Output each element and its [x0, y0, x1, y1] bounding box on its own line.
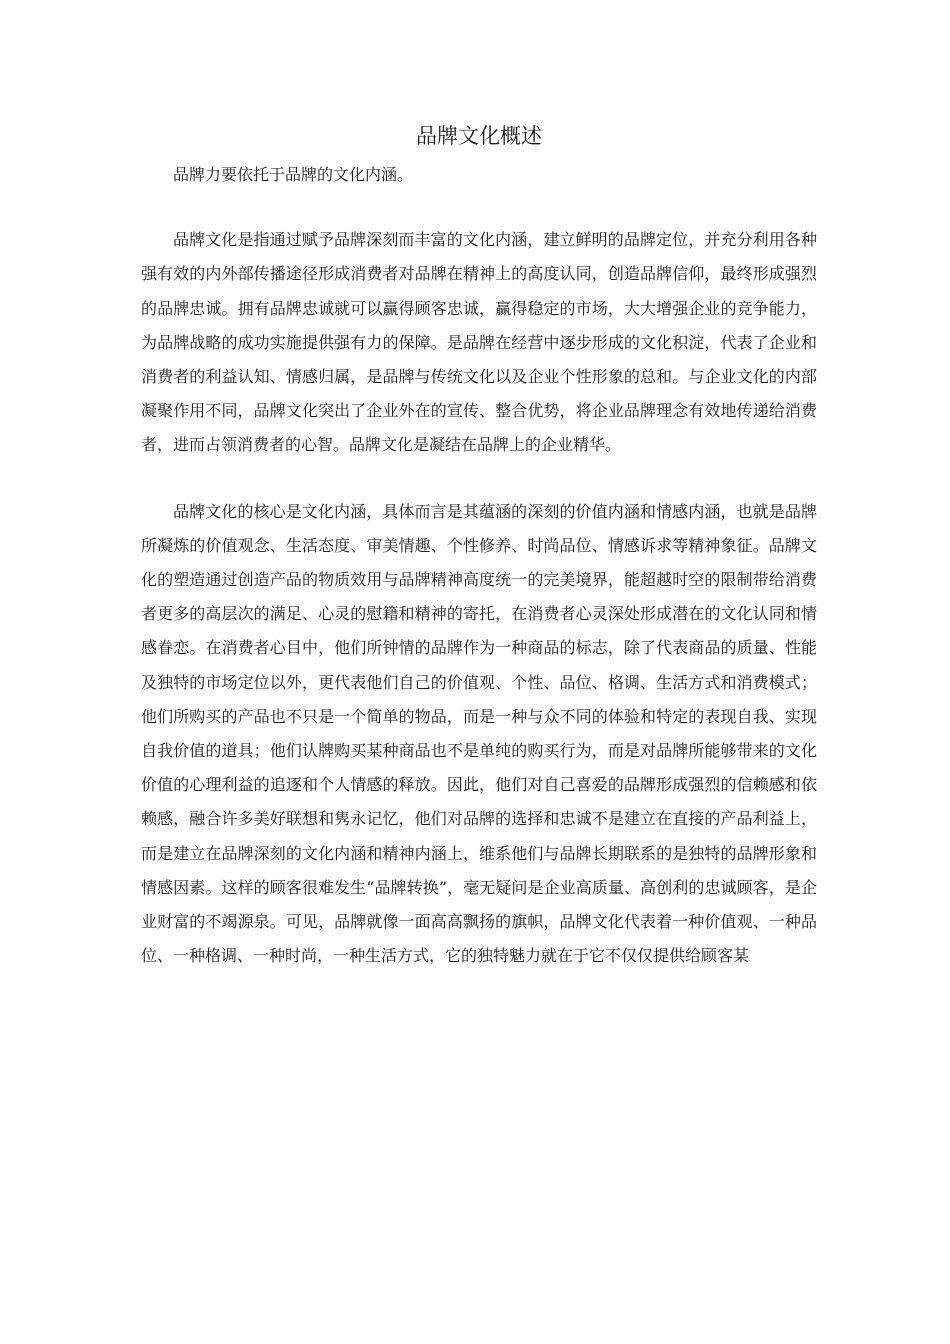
- intro-paragraph: 品牌力要依托于品牌的文化内涵。: [173, 165, 414, 184]
- body-paragraph-definition: 品牌文化是指通过赋予品牌深刻而丰富的文化内涵，建立鲜明的品牌定位，并充分利用各种强有效的内外部传播途径形成消费者对品牌在精神上的高度认同，创造品牌信仰，最终形成强烈的品牌忠诚。拥有品牌忠诚就可以赢得顾客忠诚，赢得稳定的市场，大大增强企业的竞争能力，为品牌战略的成功实施提供强有力的保障。是品牌在经营中逐步形成的文化积淀，代表了企业和消费者的利益认知、情感归属，是品牌与传统文化以及企业个性形象的总和。与企业文化的内部凝聚作用不同，品牌文化突出了企业外在的宣传、整合优势，将企业品牌理念有效地传递给消费者，进而占领消费者的心智。品牌文化是凝结在品牌上的企业精华。: [141, 230, 817, 455]
- body-paragraph-core: 品牌文化的核心是文化内涵，具体而言是其蕴涵的深刻的价值内涵和情感内涵，也就是品牌所凝炼的价值观念、生活态度、审美情趣、个性修养、时尚品位、情感诉求等精神象征。品牌文化的塑造通过创造产品的物质效用与品牌精神高度统一的完美境界，能超越时空的限制带给消费者更多的高层次的满足、心灵的慰籍和精神的寄托，在消费者心灵深处形成潜在的文化认同和情感眷恋。在消费者心目中，他们所钟情的品牌作为一种商品的标志，除了代表商品的质量、性能及独特的市场定位以外，更代表他们自己的价值观、个性、品位、格调、生活方式和消费模式；他们所购买的产品也不只是一个简单的物品，而是一种与众不同的体验和特定的表现自我、实现自我价值的道具；他们认牌购买某种商品也不是单纯的购买行为，而是对品牌所能够带来的文化价值的心理利益的追逐和个人情感的释放。因此，他们对自己喜爱的品牌形成强烈的信赖感和依赖感，融合许多美好联想和隽永记忆，他们对品牌的选择和忠诚不是建立在直接的产品利益上，而是建立在品牌深刻的文化内涵和精神内涵上，维系他们与品牌长期联系的是独特的品牌形象和情感因素。这样的顾客很难发生“品牌转换”，毫无疑问是企业高质量、高创利的忠诚顾客，是企业财富的不竭源泉。可见，品牌就像一面高高飘扬的旗帜，品牌文化代表着一种价值观、一种品位、一种格调、一种时尚，一种生活方式，它的独特魅力就在于它不仅仅提供给顾客某: [141, 501, 817, 966]
- document-title: 品牌文化概述: [416, 124, 542, 148]
- document-page: [141, 118, 817, 973]
